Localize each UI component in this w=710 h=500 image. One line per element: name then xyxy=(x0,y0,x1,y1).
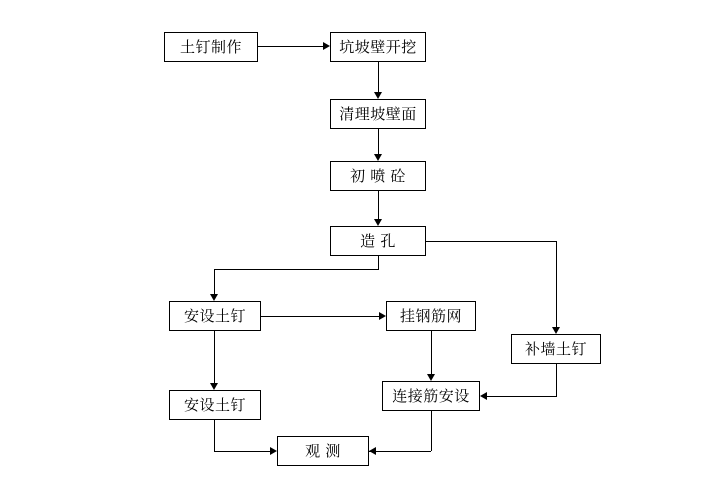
edge-an-she-2-down xyxy=(214,420,215,451)
node-lian-jie-jin-an-she: 连接筋安设 xyxy=(382,381,480,411)
edge-right-bottom-to-guan-ce xyxy=(369,451,431,452)
node-chu-pen-tong: 初 喷 砼 xyxy=(330,161,426,191)
arrowhead-to-chu-pen xyxy=(374,154,382,161)
edge-zao-kong-stub-down xyxy=(378,256,379,269)
arrowhead-to-zao-kong xyxy=(374,219,382,226)
edge-left-bottom-to-guan-ce xyxy=(214,451,270,452)
edge-zao-kong-to-left-bus xyxy=(214,269,379,270)
edge-chu-pen-to-zao-kong xyxy=(378,191,379,219)
arrowhead-to-bu-qiang-tu-ding xyxy=(552,327,560,334)
node-qing-li-po-bi-mian: 清理坡壁面 xyxy=(330,99,426,129)
arrowhead-to-an-she-tu-ding-2 xyxy=(210,383,218,390)
node-tu-ding-zhi-zuo: 土钉制作 xyxy=(164,32,258,62)
edge-zao-kong-to-right-bus xyxy=(426,241,556,242)
arrowhead-to-lian-jie-jin-from-bu-qiang xyxy=(480,392,487,400)
edge-tu-ding-zhi-zuo-to-keng-po-bi xyxy=(258,46,323,47)
edge-lian-jie-jin-down xyxy=(431,411,432,451)
arrowhead-to-qing-li xyxy=(374,92,382,99)
node-keng-po-bi-kai-wa: 坑坡壁开挖 xyxy=(330,32,426,62)
node-bu-qiang-tu-ding: 补墙土钉 xyxy=(511,334,601,364)
edge-right-bus-down-to-bu-qiang xyxy=(556,241,557,327)
edge-bu-qiang-to-lian-jie-jin xyxy=(487,396,557,397)
node-guan-ce: 观 测 xyxy=(277,436,369,466)
node-an-she-tu-ding-1: 安设土钉 xyxy=(169,301,261,331)
arrowhead-to-keng-po-bi xyxy=(323,42,330,50)
edge-an-she-1-to-an-she-2 xyxy=(214,331,215,383)
node-zao-kong: 造 孔 xyxy=(330,226,426,256)
edge-left-bus-down-to-an-she-1 xyxy=(214,269,215,294)
edge-bu-qiang-down xyxy=(556,364,557,396)
edge-keng-po-bi-to-qing-li xyxy=(378,62,379,92)
arrowhead-to-guan-ce-left xyxy=(270,447,277,455)
arrowhead-to-guan-ce-right xyxy=(369,447,376,455)
arrowhead-to-lian-jie-jin-an-she xyxy=(427,374,435,381)
node-gua-gang-jin-wang: 挂钢筋网 xyxy=(386,301,476,331)
node-an-she-tu-ding-2: 安设土钉 xyxy=(169,390,261,420)
edge-qing-li-to-chu-pen xyxy=(378,129,379,154)
edge-gua-gang-jin-wang-to-lian-jie-jin xyxy=(431,331,432,374)
arrowhead-to-an-she-tu-ding-1 xyxy=(210,294,218,301)
edge-an-she-1-to-gua-gang-jin-wang xyxy=(261,316,379,317)
arrowhead-to-gua-gang-jin-wang xyxy=(379,312,386,320)
